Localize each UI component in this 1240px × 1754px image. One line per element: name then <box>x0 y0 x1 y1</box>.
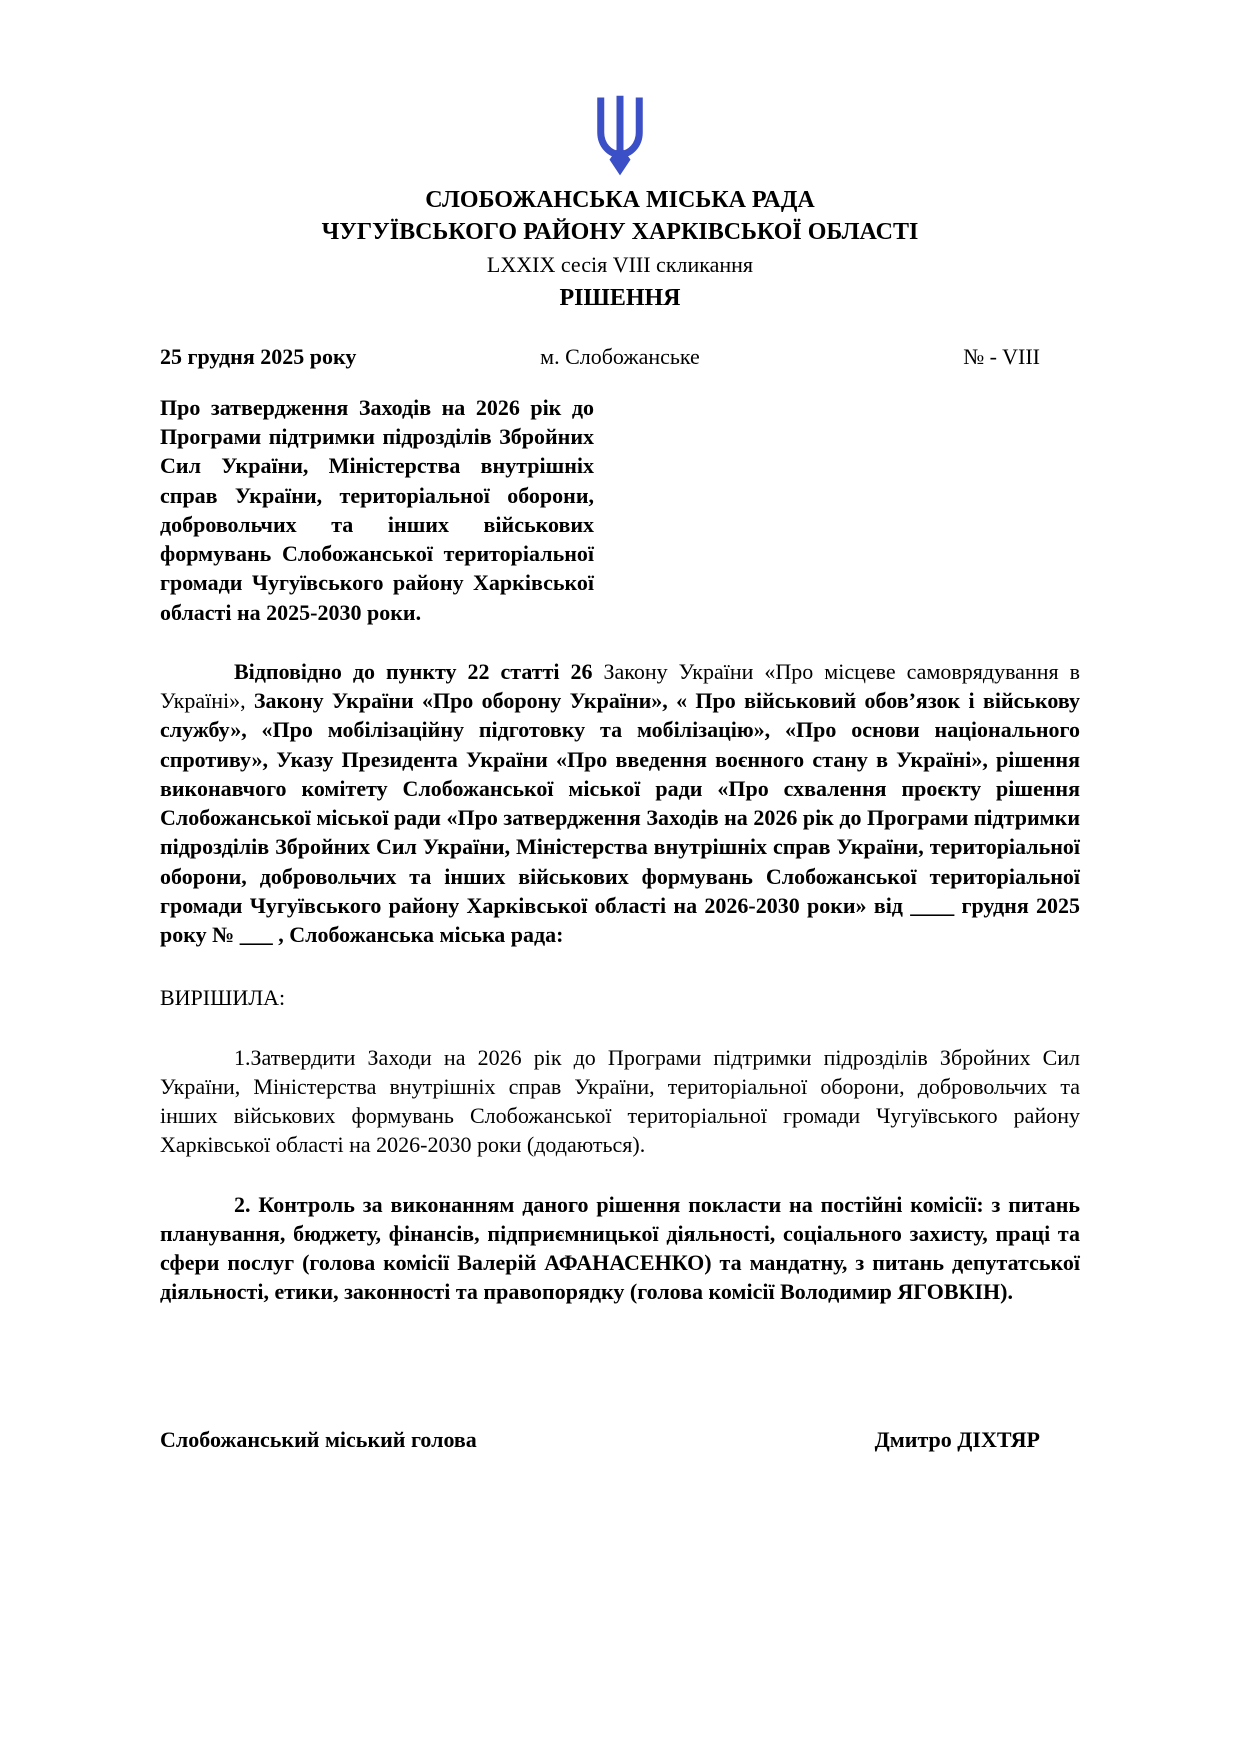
document-place: м. Слобожанське <box>540 343 700 369</box>
signature-name: Дмитро ДІХТЯР <box>874 1426 1040 1452</box>
org-name-line1: СЛОБОЖАНСЬКА МІСЬКА РАДА <box>425 187 815 213</box>
document-number: № - VIII <box>963 343 1040 369</box>
document-header <box>160 184 1080 314</box>
emblem-area <box>160 92 1080 184</box>
document-subject: Про затвердження Заходів на 2026 рік до Програми підтримки підрозділів Збройних Сил України, Міністерства внутрішніх справ України, територіальної оборони, добровольчих та інших військових формувань Слобожанської територіальної громади Чугуївського району Харківської області на 2025-2030 роки. <box>160 394 594 625</box>
document-date: 25 грудня 2025 року <box>160 343 357 369</box>
preamble-paragraph: Відповідно до пункту 22 статті 26 Закону України «Про місцеве самоврядування в Україні», Закону України «Про оборону України», « Про військовий обов’язок і військову службу», «Про мобілізаційну підготовку та мобілізацію», «Про основи національного спротиву», Указу Президента України «Про введення воєнного стану в Україні», рішення виконавчого комітету Слобожанської міської ради «Про схвалення проєкту рішення Слобожанської міської ради «Про затвердження Заходів на 2026 рік до Програми підтримки підрозділів Збройних Сил України, Міністерства внутрішніх справ України, територіальної оборони, добровольчих та інших військових формувань Слобожанської територіальної громади Чугуївського району Харківської області на 2026-2030 роки» від ____ грудня 2025 року № ___ , Слобожанська міська рада: <box>160 658 1080 948</box>
session-line: LXXIX сесія VIII скликання <box>486 252 754 278</box>
document-type-title: РІШЕННЯ <box>559 284 681 311</box>
decision-item-1: 1.Затвердити Заходи на 2026 рік до Програми підтримки підрозділів Збройних Сил України, Міністерства внутрішніх справ України, територіальної оборони, добровольчих та інших військових формувань Слобожанської територіальної громади Чугуївського району Харківської області на 2026-2030 роки (додаються). <box>160 1044 1080 1158</box>
decision-item-2: 2. Контроль за виконанням даного рішення покласти на постійні комісії: з питань планування, бюджету, фінансів, підприємницької діяльності, соціального захисту, праці та сфери послуг (голова комісії Валерій АФАНАСЕНКО) та мандатну, з питань депутатської діяльності, етики, законності та правопорядку (голова комісії Володимир ЯГОВКІН). <box>160 1191 1080 1305</box>
meta-row <box>160 342 1080 371</box>
signature-title: Слобожанський міський голова <box>160 1426 477 1452</box>
org-name-line2: ЧУГУЇВСЬКОГО РАЙОНУ ХАРКІВСЬКОЇ ОБЛАСТІ <box>321 219 919 246</box>
tryzub-icon <box>592 92 648 187</box>
resolved-label: ВИРІШИЛА: <box>160 985 286 1011</box>
signature-row <box>160 1425 1080 1454</box>
